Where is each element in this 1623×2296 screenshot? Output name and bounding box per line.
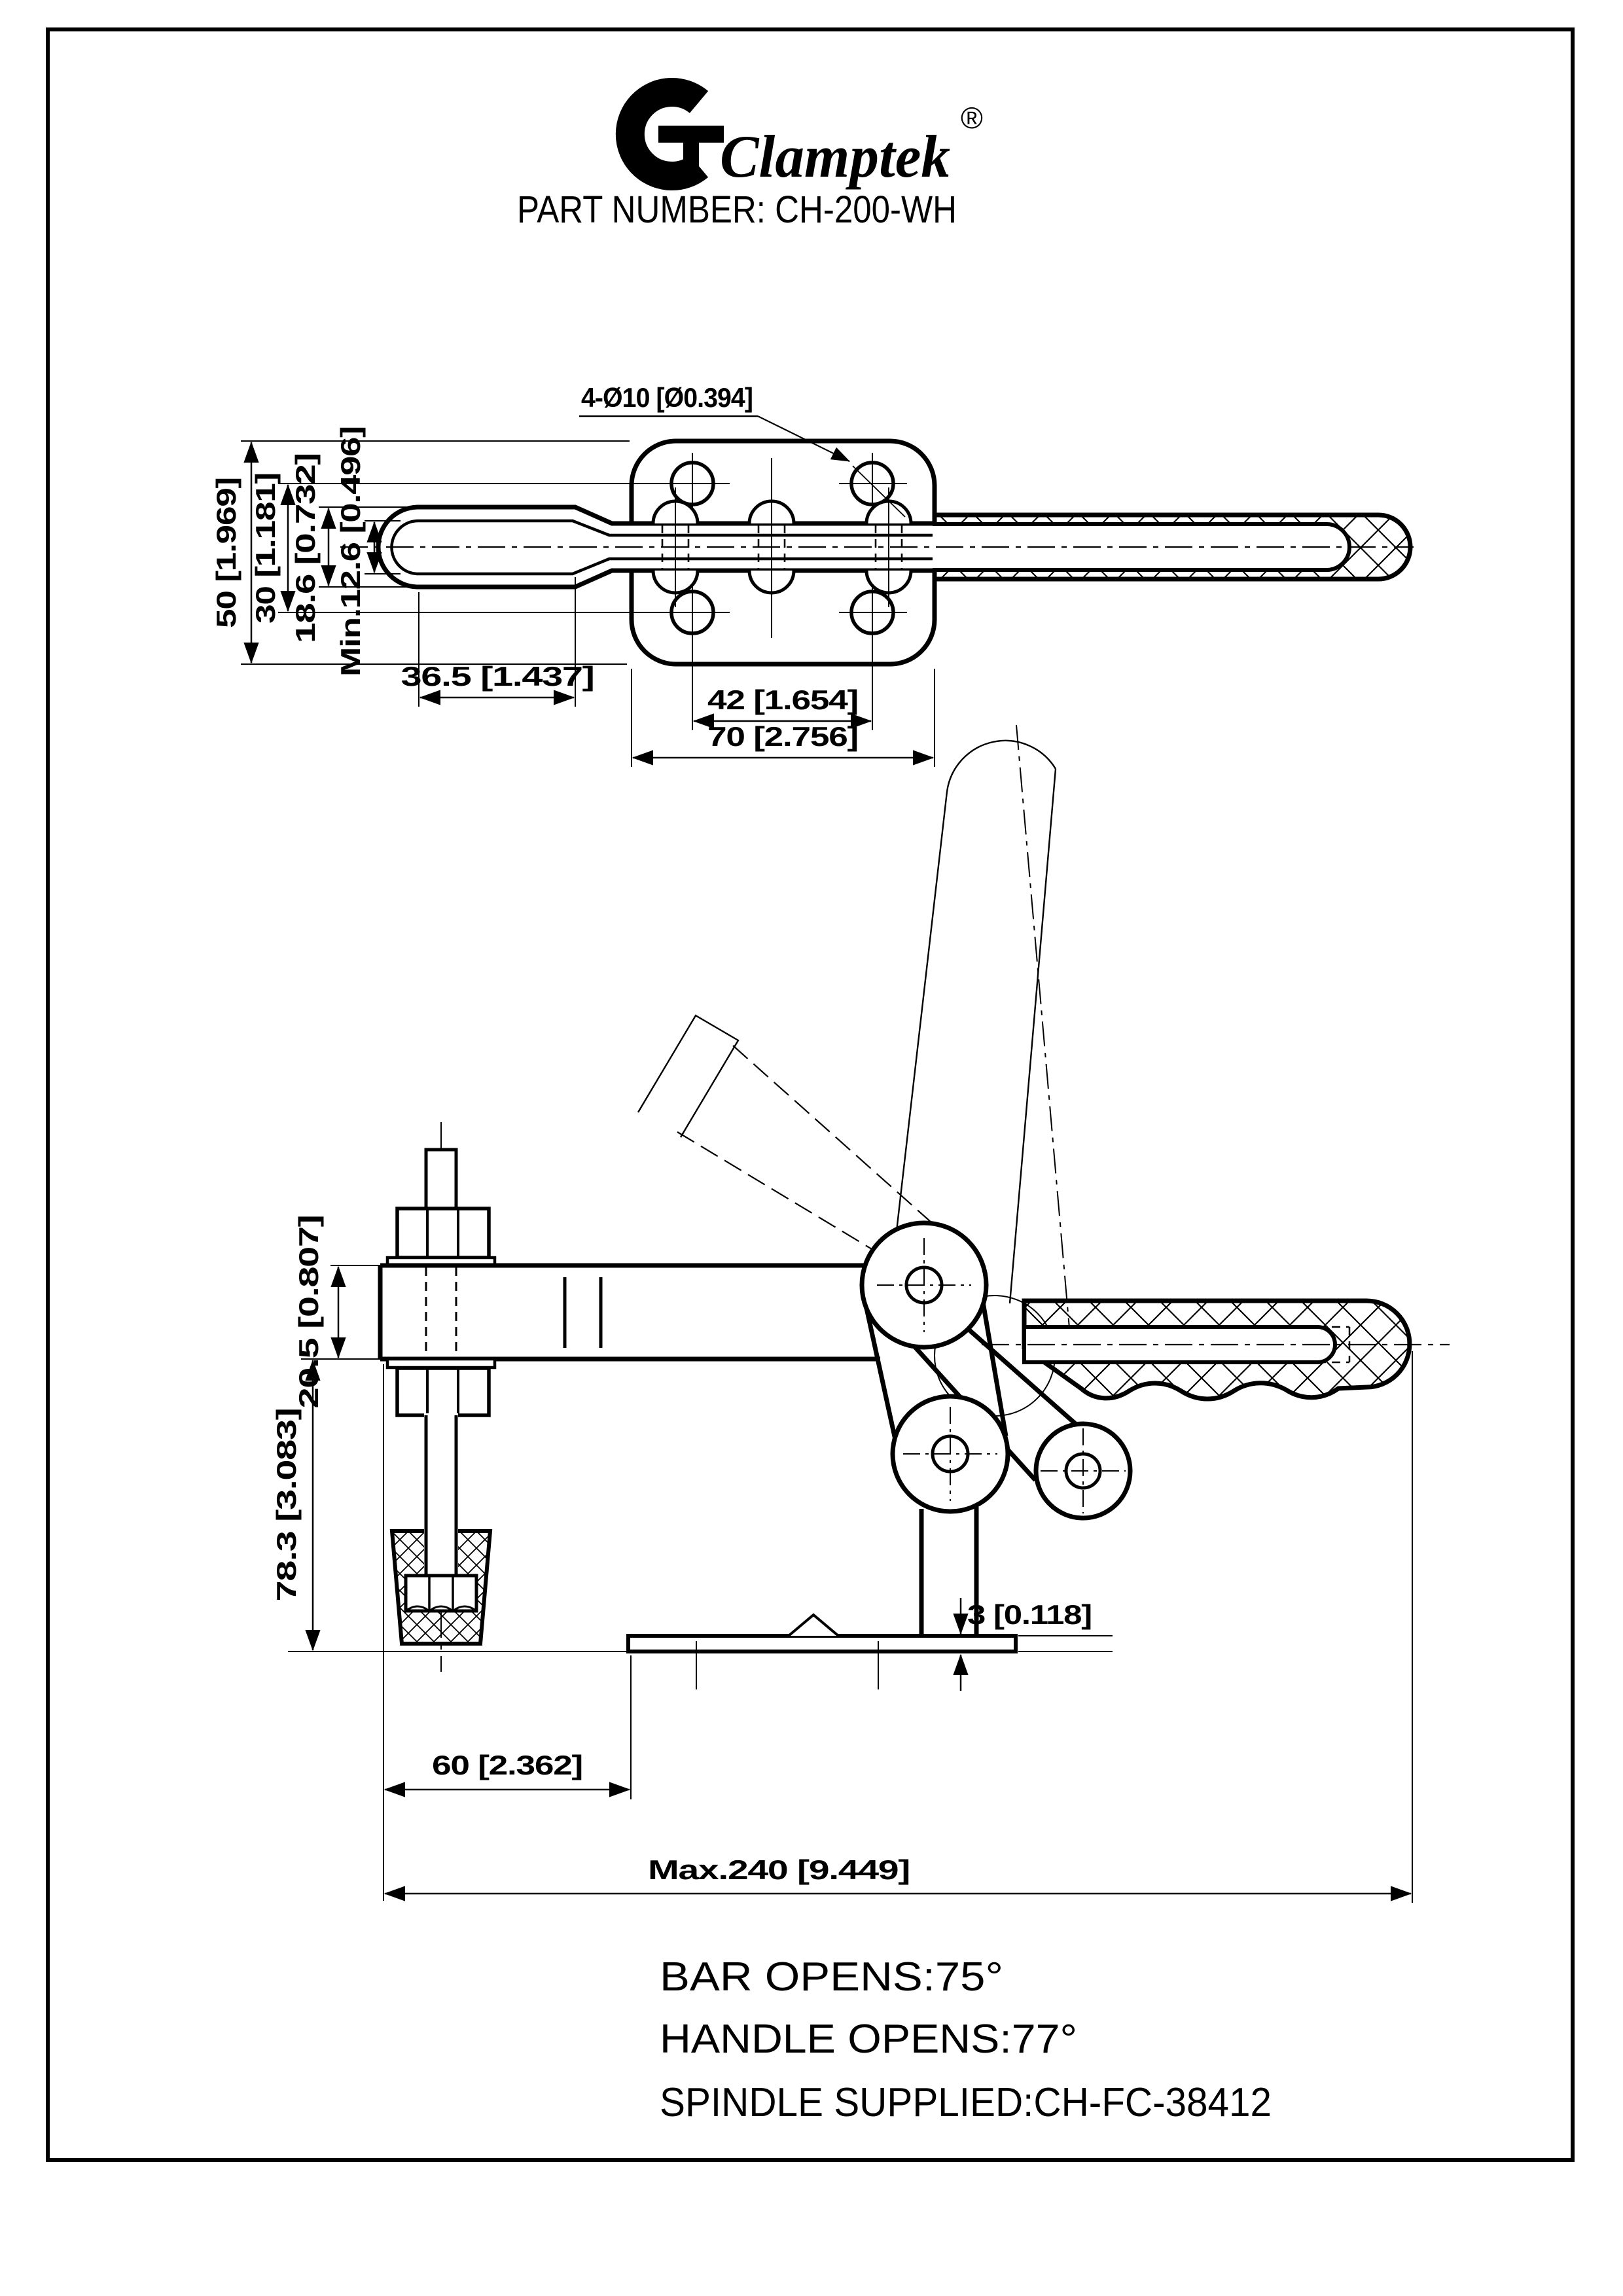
dim-hole-cols: 42 [1.654] [707, 684, 858, 715]
dim-overall-height-side: 78.3 [3.083] [271, 1461, 302, 1602]
part-number: PART NUMBER: CH-200-WH [517, 188, 957, 231]
spindle-lower-nut [397, 1368, 489, 1415]
note-handle-opens: HANDLE OPENS:77° [660, 2017, 1077, 2062]
base-plate [628, 1615, 1016, 1689]
handle-side-view [982, 1301, 1450, 1399]
note-spindle-supplied: SPINDLE SUPPLIED:CH-FC-38412 [660, 2080, 1272, 2125]
top-view [211, 382, 1414, 767]
dim-bar-width: 18.6 [0.732] [290, 503, 321, 643]
logo-monogram-icon [630, 92, 724, 176]
logo [630, 92, 983, 190]
dim-bar-reach: 36.5 [1.437] [401, 661, 594, 692]
dim-overall-height: 50 [1.969] [211, 509, 241, 628]
dim-arm-height: 20.5 [0.807] [293, 1268, 324, 1409]
clamp-arm [380, 1265, 880, 1359]
registered-trademark-icon: ® [961, 101, 983, 135]
base-notch-mark [789, 1615, 838, 1636]
notes [660, 1954, 1272, 2125]
dim-base-length: 60 [2.362] [432, 1750, 582, 1780]
dim-holes-label: 4-Ø10 [Ø0.394] [581, 382, 753, 413]
spindle-lower-washer [387, 1359, 495, 1368]
dim-max-length: Max.240 [9.449] [648, 1854, 910, 1885]
dim-base-width: 70 [2.756] [707, 721, 858, 752]
spindle-stud [426, 1150, 456, 1209]
dim-plate-thickness: 3 [0.118] [967, 1599, 1092, 1630]
dim-hole-rows: 30 [1.181] [250, 504, 281, 624]
pivot-linkage [862, 1223, 1130, 1636]
note-bar-opens: BAR OPENS:75° [660, 1954, 1003, 2000]
dim-slot-width: Min.12.6 [0.496] [335, 484, 366, 677]
spindle-upper-nut [397, 1209, 489, 1258]
side-view [271, 725, 1450, 1903]
sheet-border [48, 29, 1573, 2160]
brand-name: Clamptek [720, 123, 950, 190]
spindle-lower [387, 1359, 495, 1644]
